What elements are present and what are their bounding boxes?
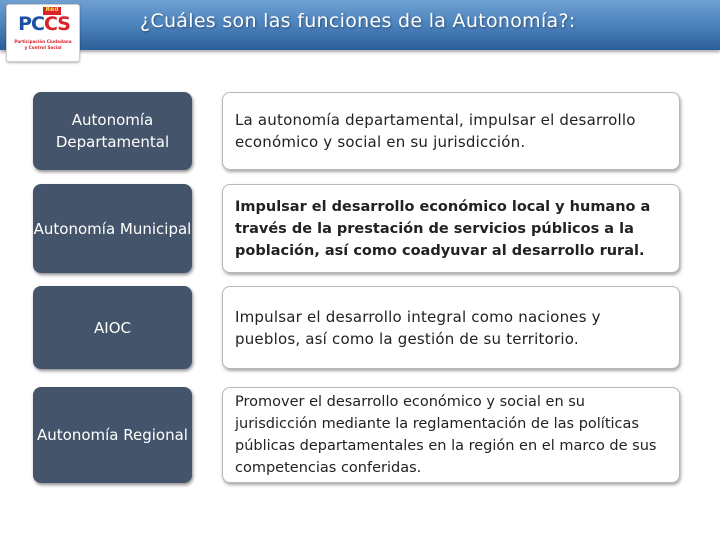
logo-subtitle-line1: Participación Ciudadana	[14, 39, 72, 44]
description-box-departamental	[222, 92, 680, 170]
label-box-municipal	[33, 184, 192, 273]
logo	[6, 4, 80, 62]
description-box-regional	[222, 387, 680, 483]
description-box-municipal	[222, 184, 680, 273]
title-bar	[0, 0, 720, 50]
description-text: Promover el desarrollo económico y social en su jurisdicción mediante la reglamentación de las políticas públicas departamentales en la región en el marco de sus competencias conferidas.	[235, 394, 657, 476]
label-text: Autonomía Regional	[37, 426, 188, 444]
logo-letters	[13, 14, 75, 34]
label-text: Autonomía Municipal	[33, 219, 192, 238]
label-text: AIOC	[94, 318, 131, 337]
description-text: Impulsar el desarrollo integral como naciones y pueblos, así como la gestión de su territorio.	[235, 307, 601, 348]
logo-letters-cs: CS	[43, 13, 70, 35]
logo-subtitle-line2: y Control Social	[24, 45, 62, 50]
description-box-aioc	[222, 286, 680, 369]
label-text: Autonomía Departamental	[55, 111, 170, 151]
description-text: Impulsar el desarrollo económico local y humano a través de la prestación de servicios públicos a la población, así como coadyuvar al desarrollo rural.	[235, 198, 651, 259]
label-box-aioc	[33, 286, 192, 369]
logo-flag-text: Red	[45, 6, 59, 13]
label-box-departamental	[33, 92, 192, 170]
description-text: La autonomía departamental, impulsar el desarrollo económico y social en su jurisdicción.	[235, 111, 636, 151]
label-box-regional	[33, 387, 192, 483]
logo-letters-pc: PC	[18, 13, 44, 35]
page-title: ¿Cuáles son las funciones de la Autonomía?:	[140, 10, 576, 32]
